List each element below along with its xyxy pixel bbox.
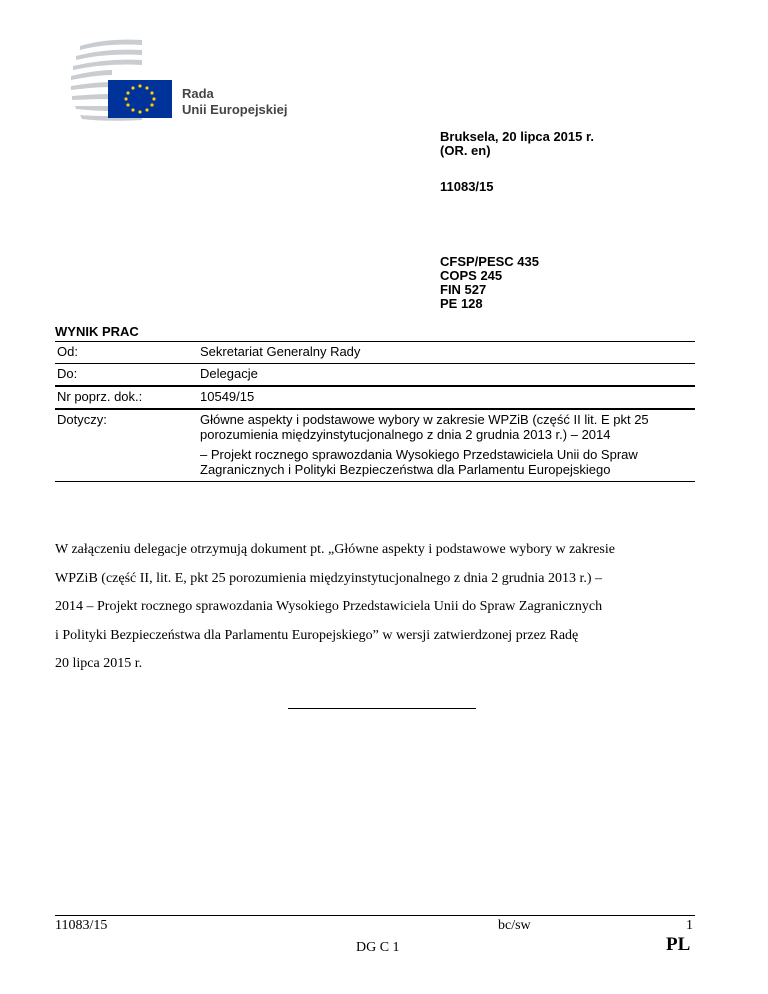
code-3: FIN 527 xyxy=(440,282,487,297)
to-value: Delegacje xyxy=(200,366,258,381)
document-type: WYNIK PRAC xyxy=(55,324,139,339)
separator-line xyxy=(288,708,476,709)
prev-label: Nr poprz. dok.: xyxy=(57,389,143,404)
body-line1: W załączeniu delegacje otrzymują dokument pt. „Główne aspekty i podstawowe wybory w zakresie xyxy=(55,542,615,557)
subject-value xyxy=(200,410,695,481)
footer-dg: DG C 1 xyxy=(356,940,400,955)
from-value: Sekretariat Generalny Rady xyxy=(200,344,361,359)
original-language: (OR. en) xyxy=(440,143,491,158)
row-subject xyxy=(55,408,695,481)
organization-name xyxy=(182,86,287,118)
document-number: 11083/15 xyxy=(440,179,494,194)
footer-initials: bc/sw xyxy=(498,918,531,933)
row-to xyxy=(55,363,695,385)
subject-line1: Główne aspekty i podstawowe wybory w zakresie WPZiB (część II lit. E pkt 25 porozumienia międzyinstytucjonalnego z dnia 2 grudnia 2013 r.) – 2014 xyxy=(200,412,649,442)
footer-doc-number: 11083/15 xyxy=(55,918,108,933)
body-paragraph xyxy=(55,536,700,679)
code-4: PE 128 xyxy=(440,296,483,311)
table-bottom-rule xyxy=(55,481,695,482)
metadata-table xyxy=(55,341,695,482)
code-2: COPS 245 xyxy=(440,268,503,283)
row-prev-doc xyxy=(55,385,695,408)
classification-codes xyxy=(440,255,539,311)
body-line3: 2014 – Projekt rocznego sprawozdania Wysokiego Przedstawiciela Unii do Spraw Zagranicznych xyxy=(55,599,603,614)
org-line2: Unii Europejskiej xyxy=(182,102,288,117)
body-line5: 20 lipca 2015 r. xyxy=(55,656,143,671)
subject-label: Dotyczy: xyxy=(57,412,107,427)
row-from xyxy=(55,341,695,363)
subject-line2: – Projekt rocznego sprawozdania Wysokiego Przedstawiciela Unii do Spraw Zagranicznych i Polityki Bezpieczeństwa dla Parlamentu Europejskiego xyxy=(200,447,638,477)
place-date: Bruksela, 20 lipca 2015 r. xyxy=(440,129,594,144)
org-line1: Rada xyxy=(182,86,214,101)
page-number: 1 xyxy=(686,918,693,933)
body-line4: i Polityki Bezpieczeństwa dla Parlamentu Europejskiego” w wersji zatwierdzonej przez Radę xyxy=(55,627,579,643)
code-1: CFSP/PESC 435 xyxy=(440,254,539,269)
footer-rule xyxy=(55,915,695,916)
to-label: Do: xyxy=(57,366,78,381)
from-label: Od: xyxy=(57,344,78,359)
language-code: PL xyxy=(666,934,691,955)
prev-value: 10549/15 xyxy=(200,389,255,404)
body-line2: WPZiB (część II, lit. E, pkt 25 porozumienia międzyinstytucjonalnego z dnia 2 grudnia 2013 r.) – xyxy=(55,570,603,586)
place-date-block xyxy=(440,130,594,158)
